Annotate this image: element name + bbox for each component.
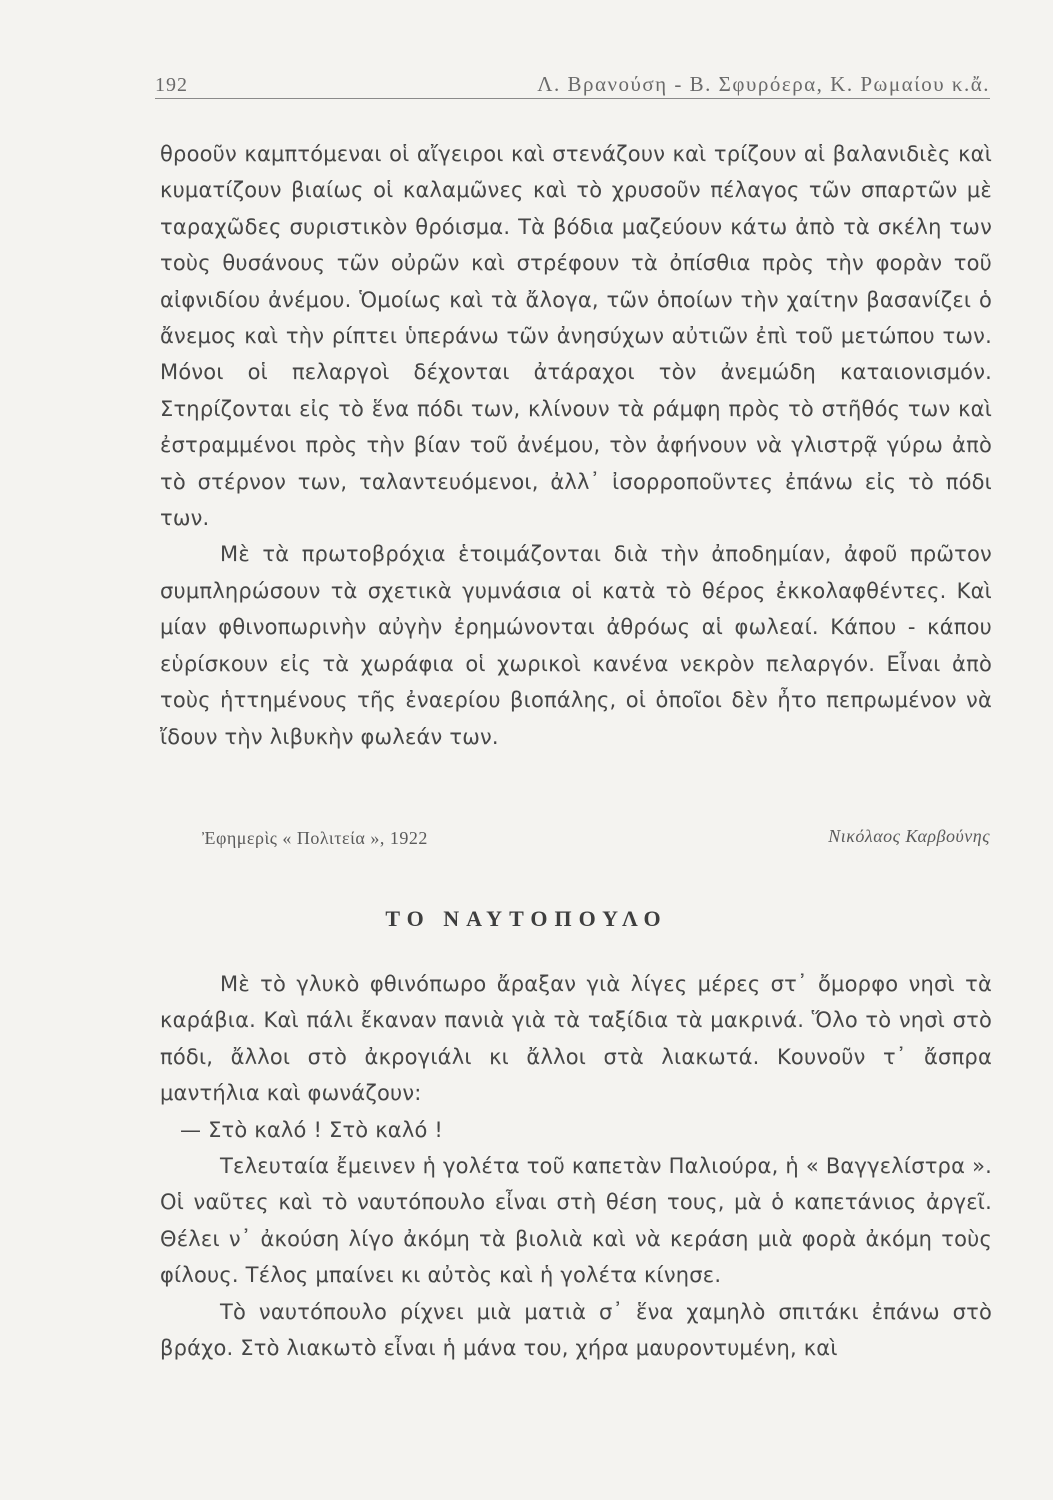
- story-paragraph-3: Τὸ ναυτόπουλο ρίχνει μιὰ ματιὰ σ᾿ ἕνα χαμηλὸ σπιτάκι ἐπάνω στὸ βράχο. Στὸ λιακωτὸ εἶναι ἡ μάνα του, χήρα μαυροντυμένη, καὶ: [160, 1299, 992, 1361]
- story-title: ΤΟ ΝΑΥΤΟΠΟΥΛΟ: [385, 906, 668, 931]
- article-body: [160, 136, 992, 755]
- story-body: [160, 966, 992, 1366]
- page-header: [155, 68, 990, 99]
- page-number: 192: [155, 74, 188, 96]
- running-head: Λ. Βρανούση - Β. Σφυρόερα, Κ. Ρωμαίου κ.ἄ.: [537, 72, 990, 96]
- story-paragraph-2: Τελευταία ἔμεινεν ἡ γολέτα τοῦ καπετὰν Παλιούρα, ἡ « Βαγγελίστρα ». Οἱ ναῦτες καὶ τὸ ναυτόπουλο εἶναι στὴ θέση τους, μὰ ὁ καπετάνιος ἀργεῖ. Θέλει ν᾿ ἀκούση λίγο ἀκόμη τὰ βιολιὰ καὶ νὰ κεράση μιὰ φορὰ ἀκόμη τοὺς φίλους. Τέλος μπαίνει κι αὐτὸς καὶ ἡ γολέτα κίνησε.: [160, 1154, 992, 1288]
- article-author: Νικόλαος Καρβούνης: [828, 826, 990, 846]
- article-attribution: [202, 822, 992, 852]
- article-paragraph-2: Μὲ τὰ πρωτοβρόχια ἑτοιμάζονται διὰ τὴν ἀποδημίαν, ἀφοῦ πρῶτον συμπληρώσουν τὰ σχετικὰ γυμνάσια οἱ κατὰ τὸ θέρος ἐκκολαφθέντες. Καὶ μίαν φθινοπωρινὴν αὐγὴν ἐρημώνονται ἀθρόως αἱ φωλεαί. Κάπου - κάπου εὑρίσκουν εἰς τὰ χωράφια οἱ χωρικοὶ κανένα νεκρὸν πελαργόν. Εἶναι ἀπὸ τοὺς ἡττημένους τῆς ἐναερίου βιοπάλης, οἱ ὁποῖοι δὲν ἦτο πεπρωμένον νὰ ἴδουν τὴν λιβυκὴν φωλεάν των.: [160, 542, 992, 749]
- article-paragraph-1: θροοῦν καμπτόμεναι οἱ αἴγειροι καὶ στενάζουν καὶ τρίζουν αἱ βαλανιδιὲς καὶ κυματίζουν βιαίως οἱ καλαμῶνες καὶ τὸ χρυσοῦν πέλαγος τῶν σπαρτῶν μὲ ταραχῶδες συριστικὸν θρόισμα. Τὰ βόδια μαζεύουν κάτω ἀπὸ τὰ σκέλη των τοὺς θυσάνους τῶν οὐρῶν καὶ στρέφουν τὰ ὀπίσθια πρὸς τὴν φορὰν τοῦ αἰφνιδίου ἀνέμου. Ὁμοίως καὶ τὰ ἄλογα, τῶν ὁποίων τὴν χαίτην βασανίζει ὁ ἄνεμος καὶ τὴν ρίπτει ὑπεράνω τῶν ἀνησύχων αὐτιῶν ἐπὶ τοῦ μετώπου των. Μόνοι οἱ πελαργοὶ δέχονται ἀτάραχοι τὸν ἀνεμώδη καταιονισμόν. Στηρίζονται εἰς τὸ ἕνα πόδι των, κλίνουν τὰ ράμφη πρὸς τὸ στῆθός των καὶ ἐστραμμένοι πρὸς τὴν βίαν τοῦ ἀνέμου, τὸν ἀφήνουν νὰ γλιστρᾷ γύρω ἀπὸ τὸ στέρνον των, ταλαντευόμενοι, ἀλλ᾿ ἰσορροποῦντες ἐπάνω εἰς τὸ πόδι των.: [160, 142, 992, 531]
- story-dialogue: — Στὸ καλό ! Στὸ καλό !: [180, 1117, 443, 1142]
- article-source: Ἐφημερὶς « Πολιτεία », 1922: [202, 828, 428, 848]
- story-paragraph-1: Μὲ τὸ γλυκὸ φθινόπωρο ἄραξαν γιὰ λίγες μέρες στ᾿ ὄμορφο νησὶ τὰ καράβια. Καὶ πάλι ἔκαναν πανιὰ γιὰ τὰ ταξίδια τὰ μακρινά. Ὅλο τὸ νησὶ στὸ πόδι, ἄλλοι στὸ ἀκρογιάλι κι ἄλλοι στὰ λιακωτά. Κουνοῦν τ᾿ ἄσπρα μαντήλια καὶ φωνάζουν:: [160, 972, 992, 1106]
